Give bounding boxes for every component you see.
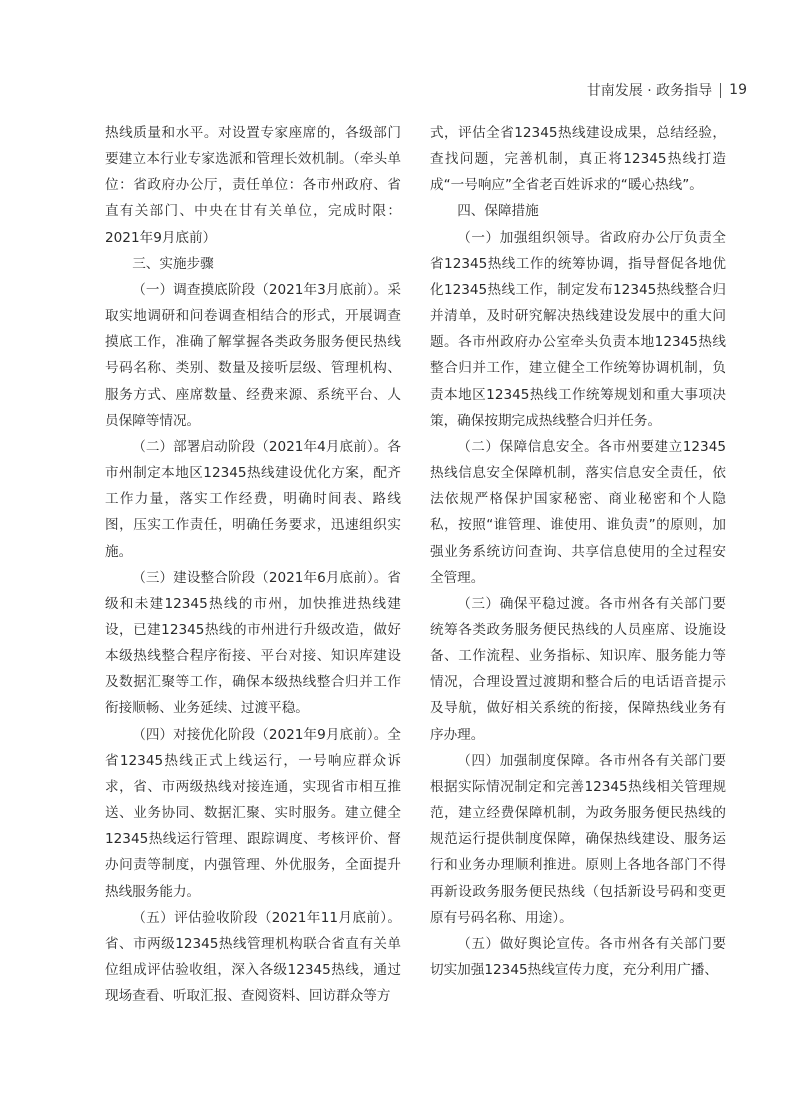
paragraph-stage-4: （四）对接优化阶段（2021年9月底前）。全省12345热线正式上线运行，一号响应群众诉求，省、市两级热线对接连通，实现省市相互推送、业务协同、数据汇聚、实时服务。建立健全12345热线运行管理、跟踪调度、考核评价、督办问责等制度，内强管理、外优服务，全面提升热线服务能力。 [105, 726, 401, 900]
paragraph-measure-4: （四）加强制度保障。各市州各有关部门要根据实际情况制定和完善12345热线相关管理规范，建立经费保障机制，为政务服务便民热线的规范运行提供制度保障，确保热线建设、服务运行和业务办理顺利推进。原则上各地各部门不得再新设政务服务便民热线（包括新设号码和变更原有号码名称、用途）。 [430, 752, 726, 926]
paragraph-stage-2: （二）部署启动阶段（2021年4月底前）。各市州制定本地区12345热线建设优化方案，配齐工作力量，落实工作经费，明确时间表、路线图，压实工作责任，明确任务要求，迅速组织实施。 [105, 438, 401, 560]
header-divider [720, 83, 721, 98]
paragraph-measure-2: （二）保障信息安全。各市州要建立12345热线信息安全保障机制，落实信息安全责任，依法依规严格保护国家秘密、商业秘密和个人隐私，按照“谁管理、谁使用、谁负责”的原则，加强业务系统访问查询、共享信息使用的全过程安全管理。 [430, 438, 726, 586]
section-heading-safeguards: 四、保障措施 [457, 203, 539, 220]
header-section-title: 甘南发展 · 政务指导 [586, 83, 713, 99]
page-number: 19 [729, 82, 747, 98]
right-column [430, 120, 726, 983]
paragraph-continued-right: 式，评估全省12345热线建设成果，总结经验，查找问题，完善机制，真正将12345热线打造成“一号响应”全省老百姓诉求的“暖心热线”。 [430, 125, 726, 194]
paragraph-measure-5: （五）做好舆论宣传。各市州各有关部门要切实加强12345热线宣传力度，充分利用广播、 [430, 935, 726, 978]
section-heading-implementation-steps: 三、实施步骤 [132, 255, 214, 272]
paragraph-stage-5: （五）评估验收阶段（2021年11月底前）。省、市两级12345热线管理机构联合省直有关单位组成评估验收组，深入各级12345热线，通过现场查看、听取汇报、查阅资料、回访群众等方 [105, 909, 401, 1005]
paragraph-measure-1: （一）加强组织领导。省政府办公厅负责全省12345热线工作的统筹协调，指导督促各地优化12345热线工作，制定发布12345热线整合归并清单，及时研究解决热线建设发展中的重大问题。各市州政府办公室牵头负责本地12345热线整合归并工作，建立健全工作统筹协调机制，负责本地区12345热线工作统筹规划和重大事项决策，确保按期完成热线整合归并任务。 [430, 229, 726, 429]
paragraph-stage-1: （一）调查摸底阶段（2021年3月底前）。采取实地调研和问卷调查相结合的形式，开展调查摸底工作，准确了解掌握各类政务服务便民热线号码名称、类别、数量及接听层级、管理机构、服务方式、座席数量、经费来源、系统平台、人员保障等情况。 [105, 281, 401, 429]
paragraph-measure-3: （三）确保平稳过渡。各市州各有关部门要统筹各类政务服务便民热线的人员座席、设施设备、工作流程、业务指标、知识库、服务能力等情况，合理设置过渡期和整合后的电话语音提示及导航，做好相关系统的衔接，保障热线业务有序办理。 [430, 595, 726, 743]
paragraph-continued: 热线质量和水平。对设置专家座席的，各级部门要建立本行业专家选派和管理长效机制。（牵头单位：省政府办公厅，责任单位：各市州政府、省直有关部门、中央在甘有关单位，完成时限：2021年9月底前） [105, 125, 401, 246]
paragraph-stage-3: （三）建设整合阶段（2021年6月底前）。省级和未建12345热线的市州，加快推进热线建设，已建12345热线的市州进行升级改造，做好本级热线整合程序衔接、平台对接、知识库建设及数据汇聚等工作，确保本级热线整合归并工作衔接顺畅、业务延续、过渡平稳。 [105, 569, 401, 717]
left-column [105, 120, 401, 1009]
running-header [587, 80, 747, 100]
